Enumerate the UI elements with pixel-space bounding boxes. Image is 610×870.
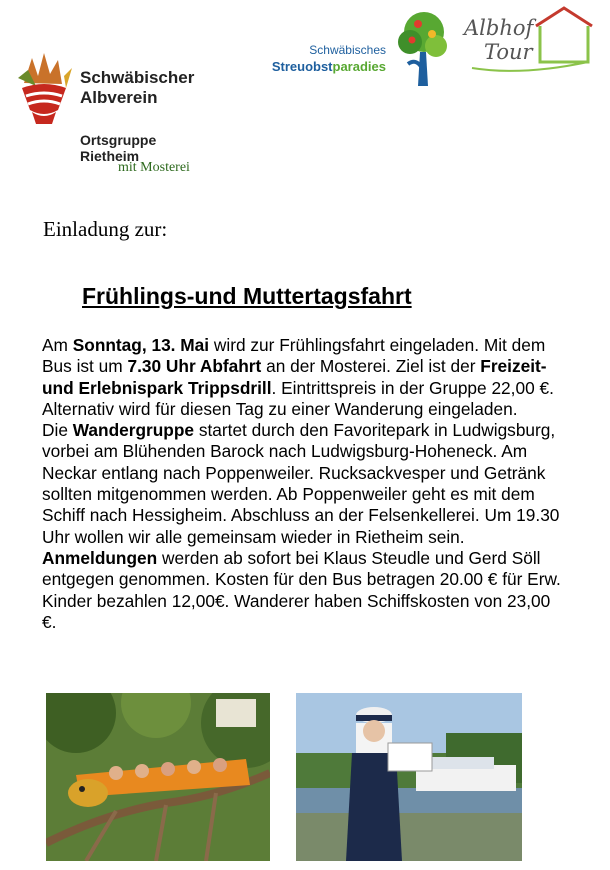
paragraph-bus-trip: [42, 335, 562, 420]
albhof-line1: Albhof: [464, 16, 534, 40]
streuobst-line1: Schwäbisches: [309, 43, 386, 57]
ship-captain-illustration: [296, 693, 522, 861]
text-segment: werden ab sofort bei Klaus Steudle und Gerd Söll entgegen genommen. Kosten für den Bus betragen 20.00 € für Erw. Kinder bezahlen 12,00€. Wanderer haben Schiffskosten von 23,00 €.: [42, 547, 561, 632]
body-text: [42, 335, 562, 633]
text-segment: Die: [42, 420, 73, 441]
text-segment: Am: [42, 335, 73, 355]
albverein-subline: mit Mosterei: [118, 160, 190, 175]
text-segment: startet durch den Favoritepark in Ludwigsburg, vorbei am Blühenden Barock nach Ludwigsburg-Hoheneck. Am Neckar entlang nach Poppenweiler. Rucksackvesper und Getränk sollten mitgenommen werden. Ab Poppenweiler geht es mit dem Schiff nach Hessigheim. Abschluss an der Felsenkellerei. Um 19.30 Uhr wollen wir alle gemeinsam wieder in Rietheim sein.: [42, 420, 560, 547]
albverein-leaf-emblem-icon: [14, 48, 74, 128]
event-date: Sonntag, 13. Mai: [72, 335, 210, 355]
ship-captain-photo: [296, 693, 522, 861]
logo-albhof-tour: [462, 6, 598, 76]
streuobst-line2-part1: Streuobst: [271, 59, 333, 74]
albhof-line2: Tour: [484, 40, 533, 64]
roller-coaster-illustration: [46, 693, 270, 861]
paragraph-hiking-group: [42, 420, 562, 633]
departure-time: 7.30 Uhr Abfahrt: [127, 356, 262, 377]
fruit-tree-icon: [394, 8, 450, 88]
page-title: Frühlings-und Muttertagsfahrt: [82, 283, 412, 309]
roller-coaster-photo: [46, 693, 270, 861]
albverein-group-name: Ortsgruppe Rietheim: [80, 132, 157, 164]
text-segment: wird zur Frühlingsfahrt eingeladen. Mit dem Bus ist um: [42, 335, 546, 377]
invitation-line: Einladung zur:: [43, 217, 168, 241]
text-segment: . Eintrittspreis in der Gruppe 22,00 €. Alternativ wird für diesen Tag zu einer Wanderung eingeladen.: [42, 377, 554, 419]
albverein-name: [80, 68, 194, 108]
streuobst-line2: [272, 59, 386, 74]
text-segment: an der Mosterei. Ziel ist der: [261, 356, 481, 377]
logo-albverein: [14, 48, 219, 173]
albverein-name-line1: Schwäbischer: [80, 68, 195, 87]
destination-park: Freizeit- und Erlebnispark Trippsdrill: [42, 356, 547, 398]
streuobst-line2-part2: paradies: [332, 59, 386, 74]
hiking-group-label: Wandergruppe: [72, 420, 195, 441]
albverein-name-line2: Albverein: [80, 88, 158, 107]
logo-streuobstparadies: [271, 8, 446, 88]
registration-label: Anmeldungen: [42, 547, 158, 568]
